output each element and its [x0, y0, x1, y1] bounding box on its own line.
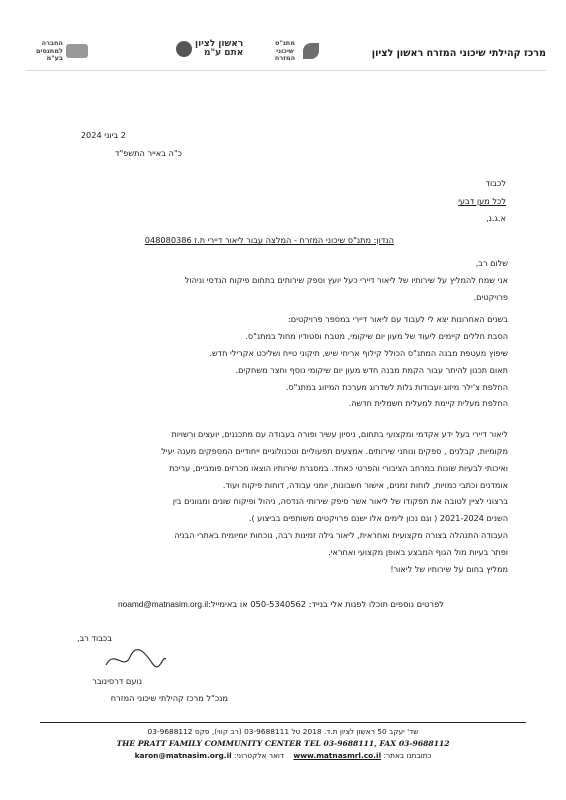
projects-intro: בשנים האחרונות יצא לי לעבוד עם ליאור דיירי במספר פרויקטים: [288, 314, 508, 325]
recommendation-line: ממליץ בחום על שירותיו של ליאור! [390, 563, 508, 574]
paragraph-1-line-2: פרויקטים. [473, 291, 508, 302]
header-divider [26, 70, 546, 71]
project-item: תאום תכנון להיתר עבור הקמת מבנה חדש מעון יום שיקומי נוסף וחצר משחקים. [235, 364, 508, 375]
date-gregorian: 2 ביוני 2024 [80, 130, 126, 140]
recipient-to: לכבוד [485, 178, 506, 188]
city-logo-line2: אתם ע"מ [203, 48, 244, 58]
matnas-logo-text: מתנ"ס שיכוני המזרח [274, 39, 296, 62]
paragraph-1-line-1: אני שמח להמליץ על שירותיו של ליאור דיירי כעל יועץ וספק שירותים בתחום פיקוח הנדסי וניהול [184, 274, 508, 285]
org-title: מרכז קהילתי שיכוני המזרח ראשון לציון [371, 48, 546, 59]
paragraph-3-line: אומדנים וכתבי כמויות, לוחות זמנים, אישור חשבונות, יומני עבודה, דוחות פיקוח ועוד. [222, 479, 508, 490]
contact-text: לפרטים נוספים תוכלו לפנות אלי בנייד: 050-5340562 או באימייל: [208, 599, 444, 609]
city-logo [176, 40, 243, 58]
company-logo-line2: למתנסים [36, 46, 63, 55]
salutation: א.ג.נ, [486, 213, 506, 223]
footer-address: שד' יעקב 50 ראשון לציון ת.ד. 2018 טל 03-9688111 (רב קווי), פקס 03-9688112 [147, 727, 419, 736]
paragraph-4-line: העבודה התנהלה בצורה מקצועית ואחראית, ליאור גילה זמינות רבה, נוכחות יומיומית באתרי הבניה [174, 529, 508, 540]
footer-web-label: כתובתנו באתר: [383, 751, 432, 760]
paragraph-4-line: ברצוני לציין לטובה את תפקודו של ליאור אשר סיפק שירותי הנדסה, ניהול ופיקוח שונים ומגוונים בין [172, 496, 508, 507]
company-logo-icon [66, 44, 88, 58]
project-item: החלפת צ'ילר מיזוג ועבודות גלות לשדרוג מערכת המיזוג במתנ"ס. [285, 381, 508, 392]
project-item: שיפוץ מעטפת מבנה המתנ"ס הכולל קילוף אריחי שיש, תיקוני טייח ושליכט אקרילי חדש. [209, 347, 508, 358]
signer-name: נועם דרסינובר [92, 676, 142, 686]
letter-body [56, 255, 508, 577]
contact-email-link[interactable]: noamd@matnasim.org.il [118, 599, 209, 609]
company-logo-line1: החברה [41, 39, 63, 47]
greeting: שלום רב, [475, 258, 508, 268]
matnas-logo [270, 40, 319, 63]
date-hebrew: כ"ה באייר התשפ"ד [114, 148, 182, 158]
recipient-line: לכל מען דבעי [458, 196, 506, 206]
footer-english: THE PRATT FAMILY COMMUNITY CENTER TEL 03-9688111, FAX 03-9688112 [116, 739, 450, 748]
paragraph-3-line: ואיכותי לבעיות שונות במרחב הציבורי והפרטי כאחד. במסגרת שירותיו הוצאו מכרזים פומביים, עריכת [169, 462, 508, 473]
footer-divider [40, 722, 526, 723]
footer-email-label: דואר אלקטרוני: [234, 751, 284, 760]
matnasim-company-logo [36, 40, 88, 63]
paragraph-4-line: ופתר בעיות מול הגוף המבצע באופן מקצועי ואחראי. [328, 546, 508, 557]
company-logo-line3: בע"מ [46, 54, 63, 62]
paragraph-4-line: השנים 2021-2024 ( וגם נכון לימים אלו ישנם פרויקטים משותפים בביצוע ). [248, 513, 508, 524]
subject-line: הנדון: מתנ"ס שיכוני המזרח - המלצה עבור ליאור דיירי ת.ז 048080386 [144, 235, 394, 245]
footer-web-row [0, 751, 566, 760]
handwritten-signature [100, 645, 170, 673]
closing: בכבוד רב, [76, 633, 112, 643]
city-logo-icon [176, 41, 192, 57]
paragraph-3-line: ליאור דיירי בעל ידע אקדמי ומקצועי בתחום, ניסיון עשיר ופורה בעבודה עם מתכננים, יועצים ורשויות [171, 429, 508, 440]
paragraph-3-line: מקומיות, קבלנים , ספקים ונותני שירותים. אמצעים תפעוליים וטכנולוגיים ייחודיים המספקים מענה יעיל [161, 445, 508, 456]
signer-title: מנכ"ל מרכז קהילתי שיכוני המזרח [110, 693, 228, 703]
footer-email-link[interactable]: karon@matnasim.org.il [134, 751, 232, 760]
matnas-logo-icon [303, 43, 319, 59]
project-item: הסבת חללים קיימים ליעוד של מעון יום שיקומי, מטבח וסטודיו מחול במתנ"ס. [245, 331, 508, 342]
footer-website-link[interactable]: www.matnasmrl.co.il [293, 751, 382, 760]
project-item: החלפת מעלית קיימת למעלית חשמלית חדשה. [348, 398, 508, 409]
city-logo-line1: ראשון לציון [195, 39, 244, 49]
